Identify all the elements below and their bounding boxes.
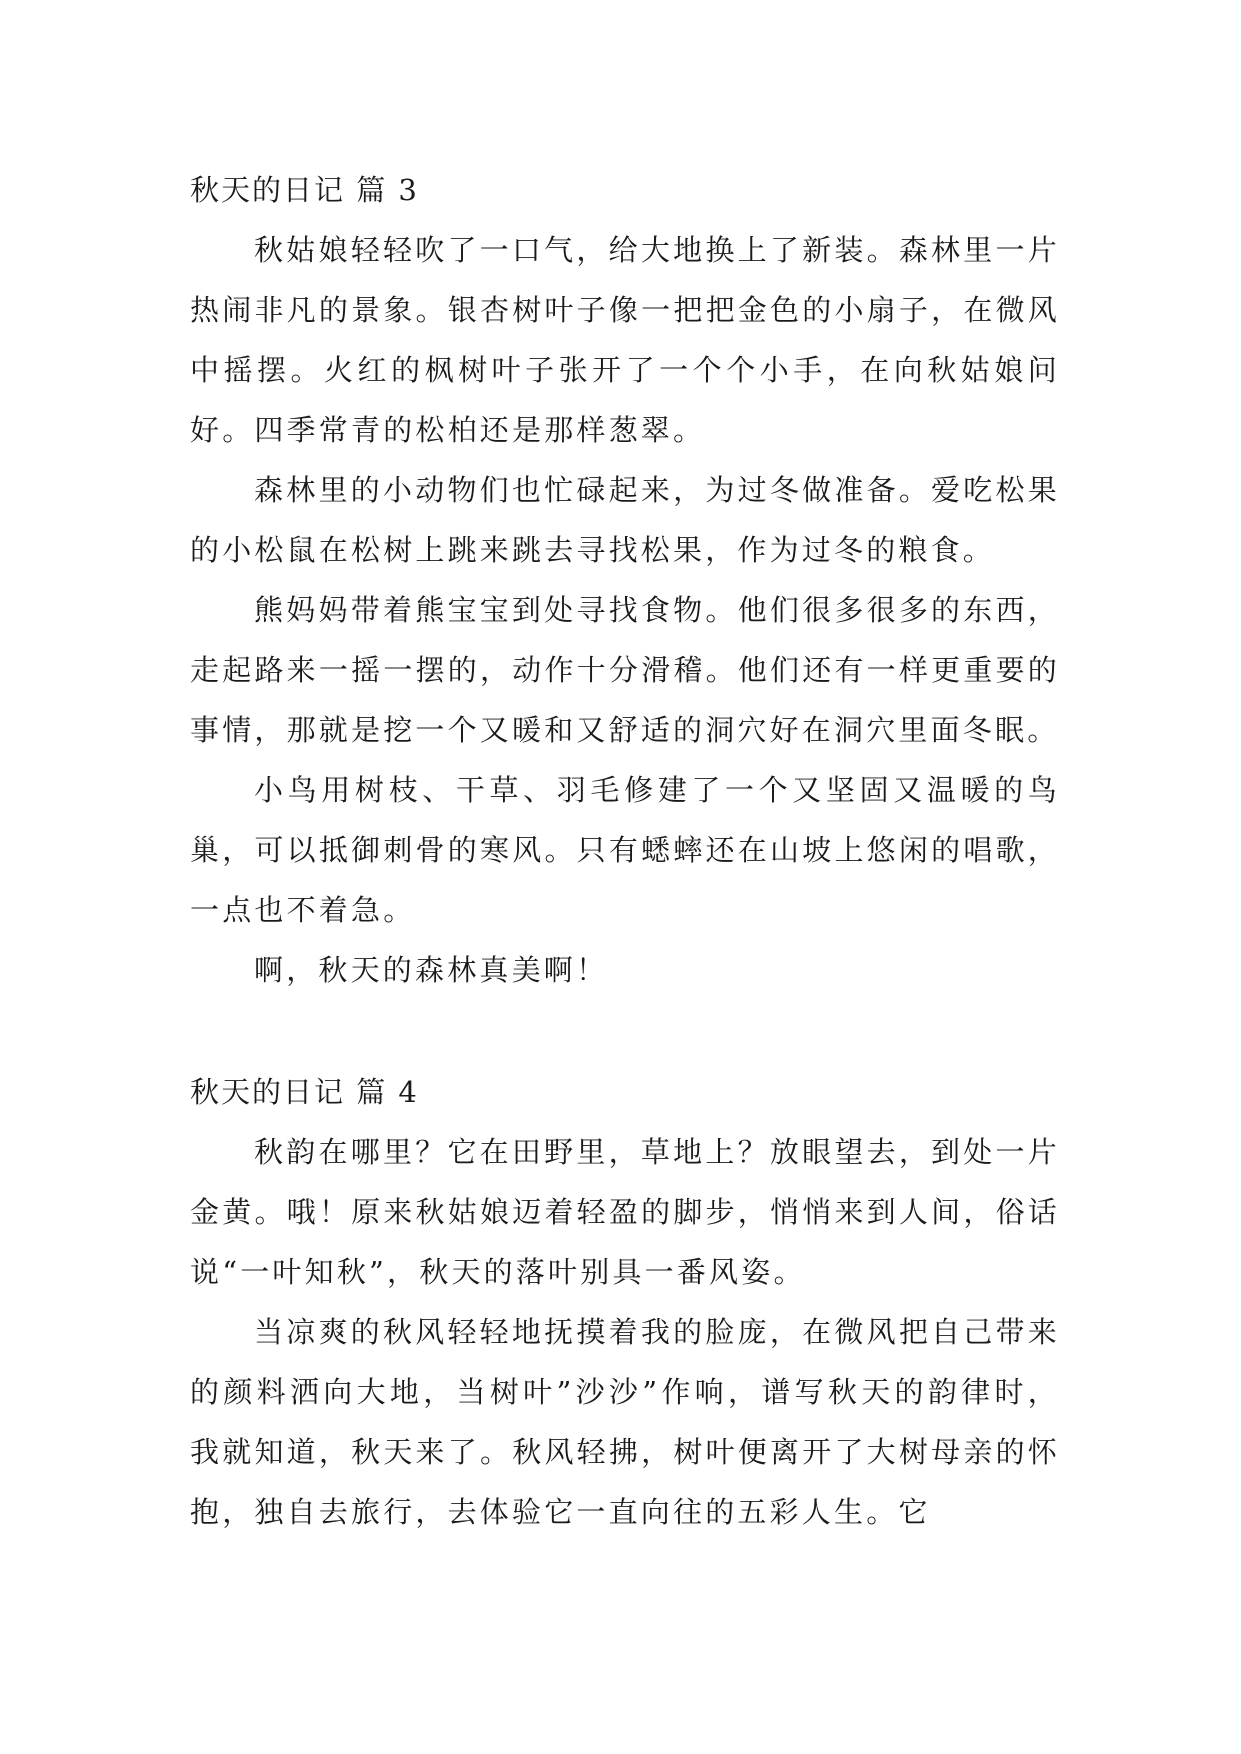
paragraph: 森林里的小动物们也忙碌起来，为过冬做准备。爱吃松果的小松鼠在松树上跳来跳去寻找松果，作为过冬的粮食。 bbox=[190, 473, 1060, 567]
paragraph: 小鸟用树枝、干草、羽毛修建了一个又坚固又温暖的鸟巢，可以抵御刺骨的寒风。只有蟋蟀还在山坡上悠闲的唱歌，一点也不着急。 bbox=[190, 773, 1060, 927]
section-title: 秋天的日记 篇 4 bbox=[190, 1075, 419, 1109]
paragraph: 啊，秋天的森林真美啊！ bbox=[254, 953, 609, 987]
section-4 bbox=[190, 1062, 1060, 1542]
paragraph: 当凉爽的秋风轻轻地抚摸着我的脸庞，在微风把自己带来的颜料洒向大地，当树叶”沙沙”作响，谱写秋天的韵律时，我就知道，秋天来了。秋风轻拂，树叶便离开了大树母亲的怀抱，独自去旅行，去体验它一直向往的五彩人生。它 bbox=[190, 1315, 1060, 1529]
section-3 bbox=[190, 160, 1060, 1000]
paragraph: 秋韵在哪里？它在田野里，草地上？放眼望去，到处一片金黄。哦！原来秋姑娘迈着轻盈的脚步，悄悄来到人间，俗话说“一叶知秋”，秋天的落叶别具一番风姿。 bbox=[190, 1135, 1060, 1289]
paragraph: 熊妈妈带着熊宝宝到处寻找食物。他们很多很多的东西，走起路来一摇一摆的，动作十分滑稽。他们还有一样更重要的事情，那就是挖一个又暖和又舒适的洞穴好在洞穴里面冬眠。 bbox=[190, 593, 1060, 747]
paragraph: 秋姑娘轻轻吹了一口气，给大地换上了新装。森林里一片热闹非凡的景象。银杏树叶子像一把把金色的小扇子，在微风中摇摆。火红的枫树叶子张开了一个个小手，在向秋姑娘问好。四季常青的松柏还是那样葱翠。 bbox=[190, 233, 1060, 447]
section-title: 秋天的日记 篇 3 bbox=[190, 173, 419, 207]
document-body bbox=[190, 160, 1060, 1542]
